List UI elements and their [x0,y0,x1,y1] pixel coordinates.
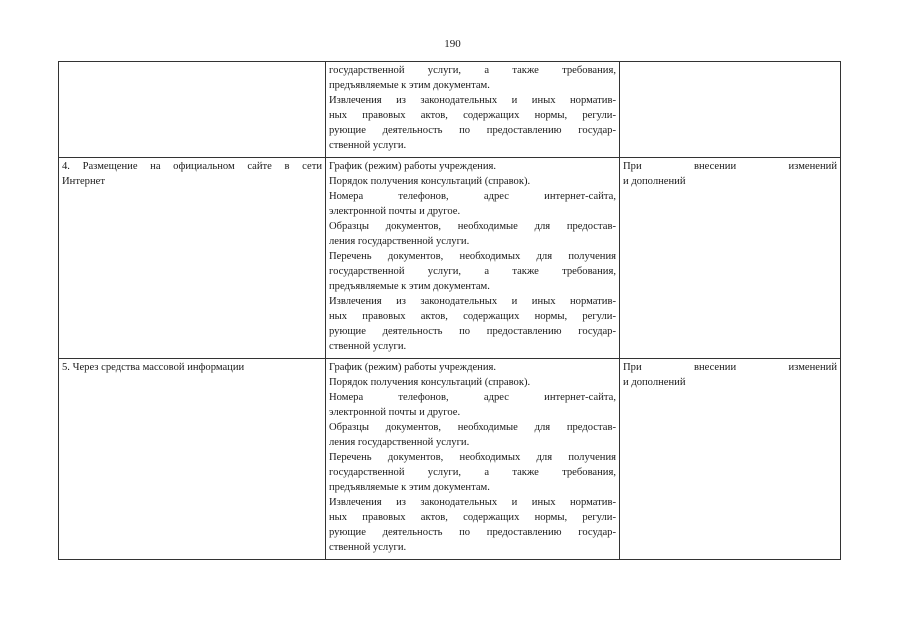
text-line: рующие деятельность по предоставлению государ- [329,326,616,337]
text-line: При внесении изменений [623,161,837,172]
table-row [59,359,841,560]
cell-padding [623,63,837,67]
text-line: государственной услуги, а также требования, [329,467,616,478]
text-line: Извлечения из законодательных и иных норматив- [329,95,616,106]
text-line: ления государственной услуги. [329,236,470,247]
text-line: ственной услуги. [329,140,407,151]
text-line: Образцы документов, необходимые для предостав- [329,221,616,232]
text-line: ных правовых актов, содержащих нормы, регули- [329,512,616,523]
text-line: Перечень документов, необходимых для получения [329,251,616,262]
text-line: Порядок получения консультаций (справок). [329,377,531,388]
cell-padding [329,555,616,559]
text-line: ных правовых актов, содержащих нормы, регули- [329,110,616,121]
text-line: График (режим) работы учреждения. [329,161,497,172]
content-cell [326,158,620,359]
information-table [58,61,841,560]
text-line: государственной услуги, а также требования, [329,65,616,76]
text-line: предъявляемые к этим документам. [329,482,490,493]
text-line: Перечень документов, необходимых для получения [329,452,616,463]
cell-padding [329,153,616,157]
text-line: предъявляемые к этим документам. [329,281,490,292]
text-line: ственной услуги. [329,341,407,352]
method-cell [59,359,326,560]
text-line: Интернет [62,176,105,187]
text-line: рующие деятельность по предоставлению государ- [329,527,616,538]
deadline-cell [620,359,841,560]
text-line: Порядок получения консультаций (справок). [329,176,531,187]
text-line: Номера телефонов, адрес интернет-сайта, [329,392,616,403]
text-line: и дополнений [623,176,686,187]
text-line: государственной услуги, а также требования, [329,266,616,277]
text-line: 4. Размещение на официальном сайте в сети [62,161,322,172]
method-cell [59,158,326,359]
deadline-cell [620,62,841,158]
text-line: ления государственной услуги. [329,437,470,448]
text-line: электронной почты и другое. [329,407,461,418]
text-line: электронной почты и другое. [329,206,461,217]
content-cell [326,62,620,158]
text-line: рующие деятельность по предоставлению государ- [329,125,616,136]
text-line: ственной услуги. [329,542,407,553]
text-line: При внесении изменений [623,362,837,373]
cell-padding [62,63,322,67]
text-line: и дополнений [623,377,686,388]
text-line: Извлечения из законодательных и иных норматив- [329,296,616,307]
cell-padding [62,189,322,193]
table-body [59,62,841,560]
cell-padding [623,189,837,193]
cell-padding [62,375,322,379]
deadline-cell [620,158,841,359]
text-line: предъявляемые к этим документам. [329,80,490,91]
text-line: Образцы документов, необходимые для предостав- [329,422,616,433]
text-line: Номера телефонов, адрес интернет-сайта, [329,191,616,202]
content-cell [326,359,620,560]
table-row [59,158,841,359]
table-row [59,62,841,158]
text-line: ных правовых актов, содержащих нормы, регули- [329,311,616,322]
text-line: График (режим) работы учреждения. [329,362,497,373]
cell-padding [623,390,837,394]
page-number: 190 [444,38,461,50]
text-line: Извлечения из законодательных и иных норматив- [329,497,616,508]
method-cell [59,62,326,158]
cell-padding [329,354,616,358]
text-line: 5. Через средства массовой информации [62,362,245,373]
